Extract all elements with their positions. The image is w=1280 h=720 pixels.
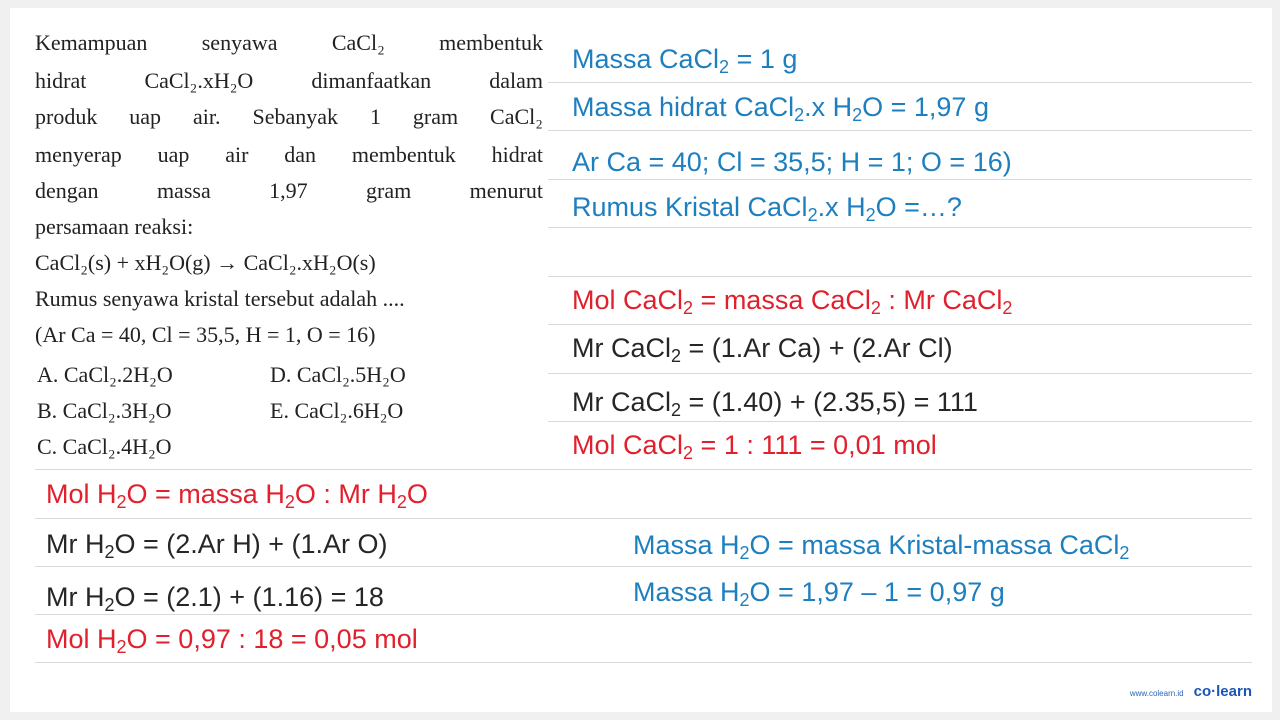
mr-cacl2-formula-line [572,331,953,365]
rumus-kristal-line [572,190,962,224]
text-part: O = (2.1) + (1.16) = 18 [114,582,384,612]
massa-h2o-formula-line [633,528,1129,562]
text-part: O = massa H [126,479,285,509]
site-url[interactable]: www.colearn.id [1129,689,1184,698]
subscript: 2 [671,346,682,366]
problem-line: persamaan reaksi: [35,214,194,239]
given-values: (Ar Ca = 40, Cl = 35,5, H = 1, O = 16) [35,322,376,347]
problem-word: senyawa [201,30,278,55]
mol-h2o-value-line [46,622,418,656]
problem-word: membentuk [439,30,543,55]
text-part: Mr H [46,582,105,612]
text-part: Rumus Kristal CaCl [572,192,808,222]
subscript: 2 [396,492,407,512]
text-part: = 1 g [729,44,798,74]
problem-word: gram [412,104,459,129]
problem-word: CaCl₂.xH₂O [144,68,254,93]
subscript: 2 [284,492,295,512]
problem-word: CaCl₂ [331,30,385,55]
text-part: = massa CaCl [693,285,871,315]
text-part: Mol H [46,479,117,509]
mr-cacl2-value-line [572,385,978,419]
problem-word: 1 [369,104,381,129]
problem-line [35,28,543,58]
text-part: Mol CaCl [572,285,684,315]
rule-line [548,82,1252,83]
problem-word: CaCl₂ [490,104,543,129]
footer-brand [1130,683,1252,700]
text-part: = (1.40) + (2.35,5) = 111 [681,387,978,417]
problem-word: dimanfaatkan [311,68,432,93]
rule-line [548,276,1252,277]
massa-hidrat-line [572,90,989,124]
subscript: 2 [116,637,127,657]
mr-h2o-formula-line [46,527,388,561]
problem-word: membentuk [351,142,456,167]
problem-word: 1,97 [269,178,308,203]
text-part: O = (2.Ar H) + (1.Ar O) [114,529,388,559]
rule-line [548,179,1252,180]
problem-word: hidrat [491,142,543,167]
subscript: 2 [739,543,750,563]
rule-line [35,614,1252,615]
text-part: O [406,479,428,509]
text-part: Mol H [46,624,117,654]
text-part: O =…? [875,192,962,222]
problem-word: dalam [489,68,543,93]
problem-word: air. [193,104,221,129]
subscript: 2 [739,590,750,610]
subscript: 2 [870,298,881,318]
problem-word: produk [35,104,98,129]
subscript: 2 [1002,298,1013,318]
problem-word: menyerap [35,142,122,167]
option-c[interactable]: C. CaCl₂.4H₂O [37,434,172,459]
ar-values-line [572,145,1012,179]
rule-line [548,130,1252,131]
problem-word: uap [157,142,190,167]
text-part: O = 1,97 g [862,92,989,122]
text-part: Massa H [633,530,740,560]
problem-word: air [225,142,249,167]
rule-line [548,227,1252,228]
text-part: Ar Ca = 40; Cl = 35,5; H = 1; O = 16) [572,147,1012,177]
subscript: 2 [683,443,694,463]
problem-word: uap [129,104,162,129]
question-text: Rumus senyawa kristal tersebut adalah .... [35,286,405,311]
problem-word: massa [156,178,211,203]
subscript: 2 [852,105,863,125]
text-part: Massa CaCl [572,44,720,74]
option-a[interactable]: A. CaCl₂.2H₂O [37,362,173,387]
text-part: = (1.Ar Ca) + (2.Ar Cl) [681,333,953,363]
mol-h2o-formula-line [46,477,428,511]
problem-word: hidrat [35,68,87,93]
text-part: Mr CaCl [572,387,671,417]
rule-line [35,518,1252,519]
mr-h2o-value-line [46,580,384,614]
rule-line [35,662,1252,663]
rule-line [548,421,1252,422]
subscript: 2 [719,57,730,77]
text-part: O = 0,97 : 18 = 0,05 mol [126,624,418,654]
problem-word: Kemampuan [35,30,148,55]
text-part: .x H [804,92,853,122]
text-part: .x H [817,192,866,222]
subscript: 2 [104,542,115,562]
problem-word: dengan [35,178,99,203]
subscript: 2 [116,492,127,512]
reaction-equation: CaCl₂(s) + xH₂O(g) → CaCl₂.xH₂O(s) [35,250,376,275]
text-part: : Mr CaCl [880,285,1003,315]
mol-cacl2-formula-line [572,283,1012,317]
text-part: = 1 : 111 = 0,01 mol [693,430,937,460]
problem-line [35,102,543,132]
text-part: Mol CaCl [572,430,684,460]
massa-cacl2-line [572,42,797,76]
subscript: 2 [1119,543,1130,563]
rule-line [35,566,1252,567]
text-part: O : Mr H [294,479,397,509]
option-b[interactable]: B. CaCl₂.3H₂O [37,398,172,423]
text-part: Mr CaCl [572,333,671,363]
subscript: 2 [683,298,694,318]
subscript: 2 [671,400,682,420]
text-part: Massa H [633,577,740,607]
problem-word: menurut [469,178,543,203]
option-d[interactable]: D. CaCl₂.5H₂O [270,362,406,387]
problem-line [35,66,543,96]
rule-line [35,469,1252,470]
massa-h2o-value-line [633,575,1005,609]
text-part: Massa hidrat CaCl [572,92,795,122]
rule-line [548,324,1252,325]
rule-line [548,373,1252,374]
problem-word: dan [284,142,317,167]
text-part: Mr H [46,529,105,559]
subscript: 2 [865,205,876,225]
text-part: O = 1,97 – 1 = 0,97 g [749,577,1005,607]
colearn-logo: co·learn [1193,683,1252,700]
problem-line [35,140,543,170]
subscript: 2 [807,205,818,225]
subscript: 2 [104,595,115,615]
subscript: 2 [794,105,805,125]
text-part: O = massa Kristal-massa CaCl [749,530,1120,560]
mol-cacl2-value-line [572,428,937,462]
problem-line [35,176,543,206]
problem-word: gram [366,178,412,203]
option-e[interactable]: E. CaCl₂.6H₂O [270,398,404,423]
problem-word: Sebanyak [252,104,338,129]
